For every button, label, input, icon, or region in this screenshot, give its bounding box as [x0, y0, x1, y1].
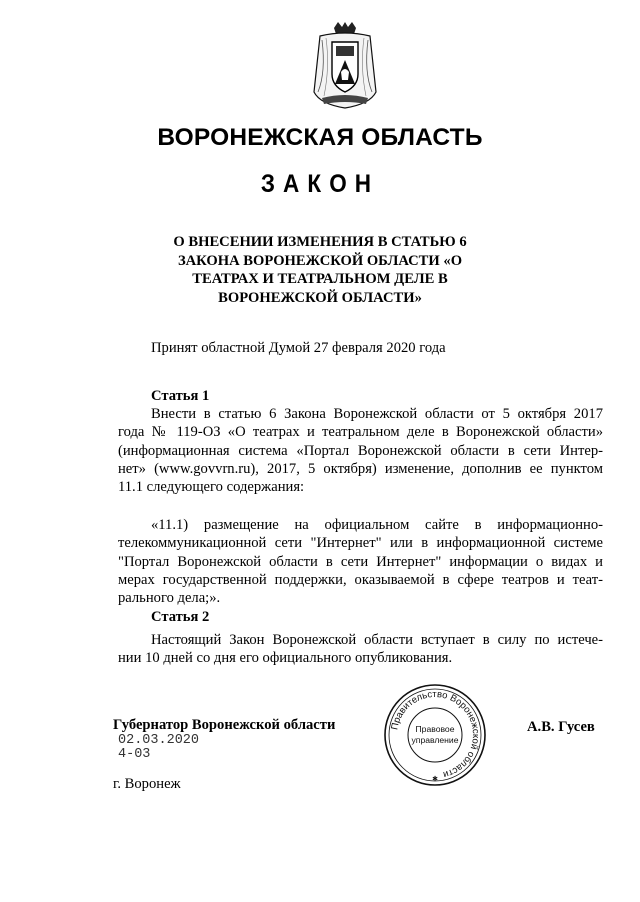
city: г. Воронеж [113, 776, 181, 792]
coat-of-arms-icon [310, 22, 380, 110]
paragraph-line: нии 10 дней со дня его официального опубликования. [118, 650, 453, 667]
paragraph-line: мерах государственной поддержки, оказываемой в сфере театров и теат- [118, 571, 603, 588]
paragraph-line: 11.1 следующего содержания: [118, 479, 305, 496]
seal-star-icon: ✱ [432, 775, 438, 783]
paragraph-line: Внести в статью 6 Закона Воронежской области от 5 октября 2017 [151, 406, 603, 422]
region-name: ВОРОНЕЖСКАЯ ОБЛАСТЬ [157, 124, 483, 151]
article-1-paragraph-1 [118, 405, 603, 496]
paragraph-line: «11.1) размещение на официальном сайте в информационно- [151, 517, 603, 533]
paragraph-line: года № 119-ОЗ «О театрах и театральном деле в Воронежской области» [118, 424, 603, 441]
signer-name: А.В. Гусев [527, 719, 595, 735]
article-2-heading: Статья 2 [151, 609, 210, 625]
document-type: ЗАКОН [260, 170, 380, 198]
article-2-paragraph [118, 631, 603, 668]
law-title-line: ВОРОНЕЖСКОЙ ОБЛАСТИ» [218, 289, 422, 306]
seal-inner-text: управление [411, 735, 459, 745]
paragraph-line: Настоящий Закон Воронежской области вступает в силу по истече- [151, 632, 603, 648]
law-title-line: ЗАКОНА ВОРОНЕЖСКОЙ ОБЛАСТИ «О [177, 252, 463, 269]
paragraph-line: рального дела;». [118, 590, 221, 607]
law-title-line: ТЕАТРАХ И ТЕАТРАЛЬНОМ ДЕЛЕ В [192, 271, 448, 287]
official-seal [383, 683, 487, 787]
law-title-line: О ВНЕСЕНИИ ИЗМЕНЕНИЯ В СТАТЬЮ 6 [173, 234, 467, 250]
paragraph-line: нет» (www.govvrn.ru), 2017, 5 октября) изменение, дополнив ее пунктом [118, 460, 603, 477]
adoption-note: Принят областной Думой 27 февраля 2020 года [151, 340, 446, 356]
paragraph-line: телекоммуникационной сети "Интернет" или в информационной системе [118, 535, 603, 552]
signer-position: Губернатор Воронежской области [113, 717, 336, 733]
registration-date: 02.03.2020 [118, 733, 200, 748]
law-title [160, 233, 480, 307]
seal-inner-text: Правовое [415, 724, 455, 734]
paragraph-line: (информационная система «Портал Воронежской области в сети Интер- [118, 442, 603, 459]
registration-number: 4-03 [118, 747, 151, 762]
article-1-paragraph-2 [118, 516, 603, 607]
seal-outer-text: Правительство Воронежской области [389, 688, 482, 781]
article-1-heading: Статья 1 [151, 388, 210, 404]
paragraph-line: "Портал Воронежской области в сети Интернет" информации о видах и [118, 553, 603, 570]
